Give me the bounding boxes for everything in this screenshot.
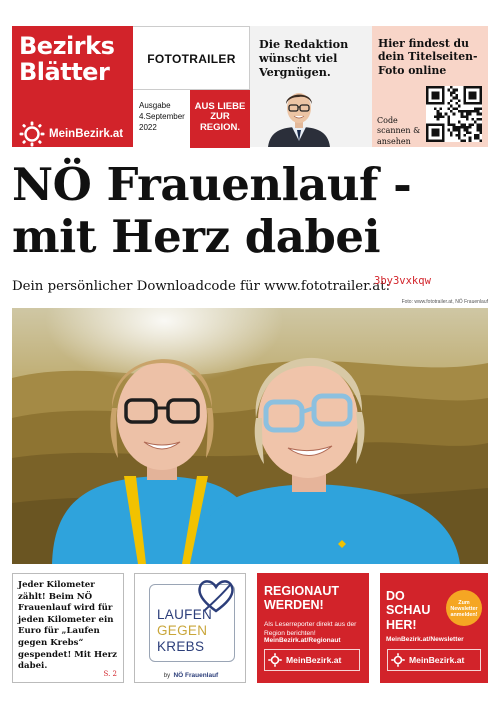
teaser-box[interactable] xyxy=(12,573,124,683)
newsletter-box[interactable] xyxy=(380,573,488,683)
download-code[interactable]: 3by3vxkqw xyxy=(374,275,431,287)
regionaut-box[interactable] xyxy=(257,573,369,683)
teaser-text: Jeder Kilometer zählt! Beim NÖ Frauenlauf wird für jeden Kilometer ein Euro für „Laufen gegen Krebs“ gespendet! Mit Herz dabei. xyxy=(18,580,117,672)
newsletter-badge[interactable]: Zum Newsletter anmelden! xyxy=(446,590,482,626)
cover-note: Hier findest du dein Titelseiten-Foto online xyxy=(378,37,478,77)
logo-byline xyxy=(135,672,247,679)
logo-by: by xyxy=(163,673,171,679)
brand-site-text: MeinBezirk.at xyxy=(49,128,124,140)
headline-line1: NÖ Frauenlauf - xyxy=(12,158,412,211)
download-text: Dein persönlicher Downloadcode für www.fototrailer.at: xyxy=(12,279,391,294)
logo-line1: LAUFEN xyxy=(157,607,213,622)
brand-site xyxy=(19,121,123,147)
sun-logo-icon xyxy=(19,121,45,147)
teaser-page: S. 2 xyxy=(103,670,117,678)
logo-line2: GEGEN xyxy=(157,623,208,638)
logo-org: NÖ Frauenlauf xyxy=(173,672,219,679)
brand-name-line1: Bezirks xyxy=(19,32,115,60)
regionaut-site-text: MeinBezirk.at xyxy=(286,655,342,665)
headline xyxy=(12,159,490,263)
regionaut-text: Als Leserreporter direkt aus der Region berichten! xyxy=(264,621,357,637)
newsletter-site-row xyxy=(387,649,481,671)
editor-note: Die Redaktion wünscht viel Vergnügen. xyxy=(259,37,349,79)
slogan-box: AUS LIEBE ZUR REGION. xyxy=(190,90,250,148)
newsletter-headline xyxy=(386,589,430,632)
laufen-gegen-krebs-box xyxy=(134,573,246,683)
regionaut-url[interactable]: MeinBezirk.at/Regionaut xyxy=(264,637,341,644)
qr-code-icon[interactable] xyxy=(426,86,482,142)
cover-photo-box xyxy=(372,26,488,147)
regionaut-headline: REGIONAUT WERDEN! xyxy=(264,584,339,612)
brand-logo-box xyxy=(12,26,133,147)
issue-date: 4.September xyxy=(139,111,185,121)
newsletter-headline-line2: SCHAU xyxy=(386,603,431,618)
newsletter-headline-line3: HER! xyxy=(386,617,417,632)
newsletter-headline-line1: DO xyxy=(386,589,405,603)
regionaut-site-row xyxy=(264,649,360,671)
logo-line3: KREBS xyxy=(157,639,205,654)
editorial-box xyxy=(250,26,372,147)
newsletter-url[interactable]: MeinBezirk.at/Newsletter xyxy=(386,636,464,643)
brand-name-line2: Blätter xyxy=(19,58,110,86)
cover-photo-image xyxy=(12,308,488,564)
issue-year: 2022 xyxy=(139,122,157,132)
fototrailer-box xyxy=(133,26,250,147)
laufen-gegen-krebs-logo xyxy=(149,584,235,662)
issue-label: Ausgabe xyxy=(139,101,171,110)
cover-photo xyxy=(12,308,488,564)
newsletter-site-text: MeinBezirk.at xyxy=(409,655,465,665)
scan-note: Code scannen & ansehen xyxy=(377,116,421,146)
editor-portrait xyxy=(264,86,334,147)
sun-logo-icon xyxy=(391,653,405,667)
fototrailer-title: FOTOTRAILER xyxy=(147,52,236,66)
sun-logo-icon xyxy=(268,653,282,667)
photo-credit: Foto: www.fototrailer.at, NÖ Frauenlauf xyxy=(401,299,488,305)
issue-info xyxy=(139,101,195,133)
headline-line2: mit Herz dabei xyxy=(12,210,381,264)
